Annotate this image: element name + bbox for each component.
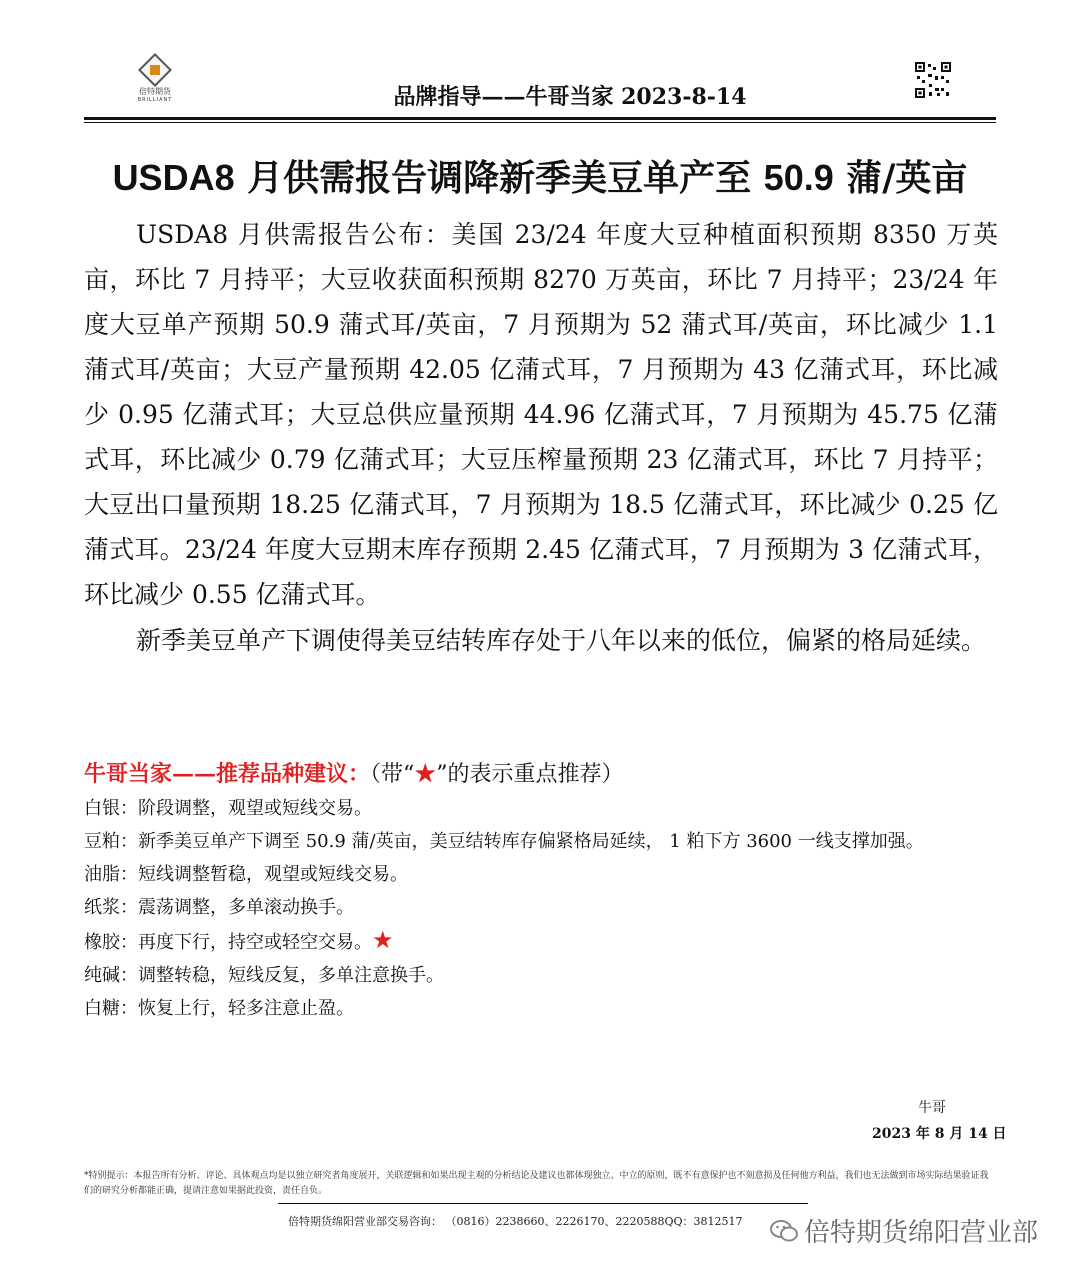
qr-code-icon — [915, 62, 951, 98]
header-rule-thin — [84, 122, 996, 123]
star-icon: ★ — [414, 762, 437, 787]
recommend-header — [84, 757, 624, 788]
footer-rule — [278, 1203, 808, 1204]
recommend-note-post: ”的表示重点推荐） — [436, 762, 624, 787]
recommend-note-pre: （带“ — [370, 762, 415, 787]
header-title: 品牌指导——牛哥当家 2023-8-14 — [393, 84, 747, 110]
recommend-title: 牛哥当家——推荐品种建议： — [84, 761, 371, 787]
recommend-item-rubber — [84, 924, 998, 959]
recommend-item-pulp: 纸浆：震荡调整，多单滚动换手。 — [84, 897, 354, 918]
logo-en-text: BRILLIANT — [137, 97, 173, 103]
report-title — [60, 150, 1020, 201]
recommend-list — [84, 792, 998, 1025]
report-paragraph-1: USDA8 月供需报告公布：美国 23/24 年度大豆种植面积预期 8350 万英亩，环比 7 月持平；大豆收获面积预期 8270 万英亩，环比 7 月持平；23/24 年度大豆单产预期 50.9 蒲式耳/英亩，7 月预期为 52 蒲式耳/英亩，环比减少 1.1 蒲式耳/英亩；大豆产量预期 42.05 亿蒲式耳，7 月预期为 43 亿蒲式耳，环比减少 0.95 亿蒲式耳；大豆总供应量预期 44.96 亿蒲式耳，7 月预期为 45.75 亿蒲式耳，环比减少 0.79 亿蒲式耳；大豆压榨量预期 23 亿蒲式耳，环比 7 月持平；大豆出口量预期 18.25 亿蒲式耳，7 月预期为 18.5 亿蒲式耳，环比减少 0.25 亿蒲式耳。23/24 年度大豆期末库存预期 2.45 亿蒲式耳，7 月预期为 3 亿蒲式耳，环比减少 0.55 亿蒲式耳。 — [84, 220, 998, 609]
title-number: 50.9 — [763, 157, 834, 198]
recommend-note — [370, 762, 624, 787]
title-prefix: USDA8 — [112, 157, 235, 198]
wechat-account-name: 倍特期货绵阳营业部 — [804, 1218, 1039, 1248]
recommend-item-sugar: 白糖：恢复上行，轻多注意止盈。 — [84, 998, 354, 1019]
recommend-item-soymeal: 豆粕：新季美豆单产下调至 50.9 蒲/英亩，美豆结转库存偏紧格局延续， 1 粕下方 3600 一线支撑加强。 — [84, 831, 924, 852]
contact-info: 倍特期货绵阳营业部交易咨询： （0816）2238660、2226170、2220588QQ：3812517 — [288, 1215, 743, 1228]
star-icon: ★ — [372, 926, 394, 954]
recommend-item-oils: 油脂：短线调整暂稳，观望或短线交易。 — [84, 864, 408, 885]
disclaimer-text: *特别提示：本报告所有分析、评论、具体观点均是以独立研究者角度展开，关联逻辑和如果出现主观的分析结论及建议也都体现独立、中立的原则，既不有意保护也不刻意损及任何他方利益，我们也无法做到市场实际结果验证我们的研究分析都能正确，提请注意如果据此投资，责任自负。 — [84, 1171, 989, 1196]
logo-cn-text: 倍特期货 — [139, 87, 171, 96]
recommend-item-silver: 白银：阶段调整，观望或短线交易。 — [84, 798, 372, 819]
signature-name: 牛哥 — [918, 1100, 946, 1116]
title-suffix: 蒲/英亩 — [833, 157, 968, 199]
report-paragraph-2: 新季美豆单产下调使得美豆结转库存处于八年以来的低位，偏紧的格局延续。 — [136, 626, 987, 655]
title-middle: 月供需报告调降新季美豆单产至 — [234, 157, 764, 199]
header-rule-thick — [84, 117, 996, 120]
wechat-source — [770, 1212, 1038, 1249]
recommend-item-rubber-text: 橡胶：再度下行，持空或轻空交易。 — [84, 932, 372, 953]
recommend-item-soda-ash: 纯碱：调整转稳，短线反复，多单注意换手。 — [84, 965, 444, 986]
wechat-icon — [770, 1219, 798, 1243]
signature-date: 2023 年 8 月 14 日 — [872, 1126, 1007, 1142]
